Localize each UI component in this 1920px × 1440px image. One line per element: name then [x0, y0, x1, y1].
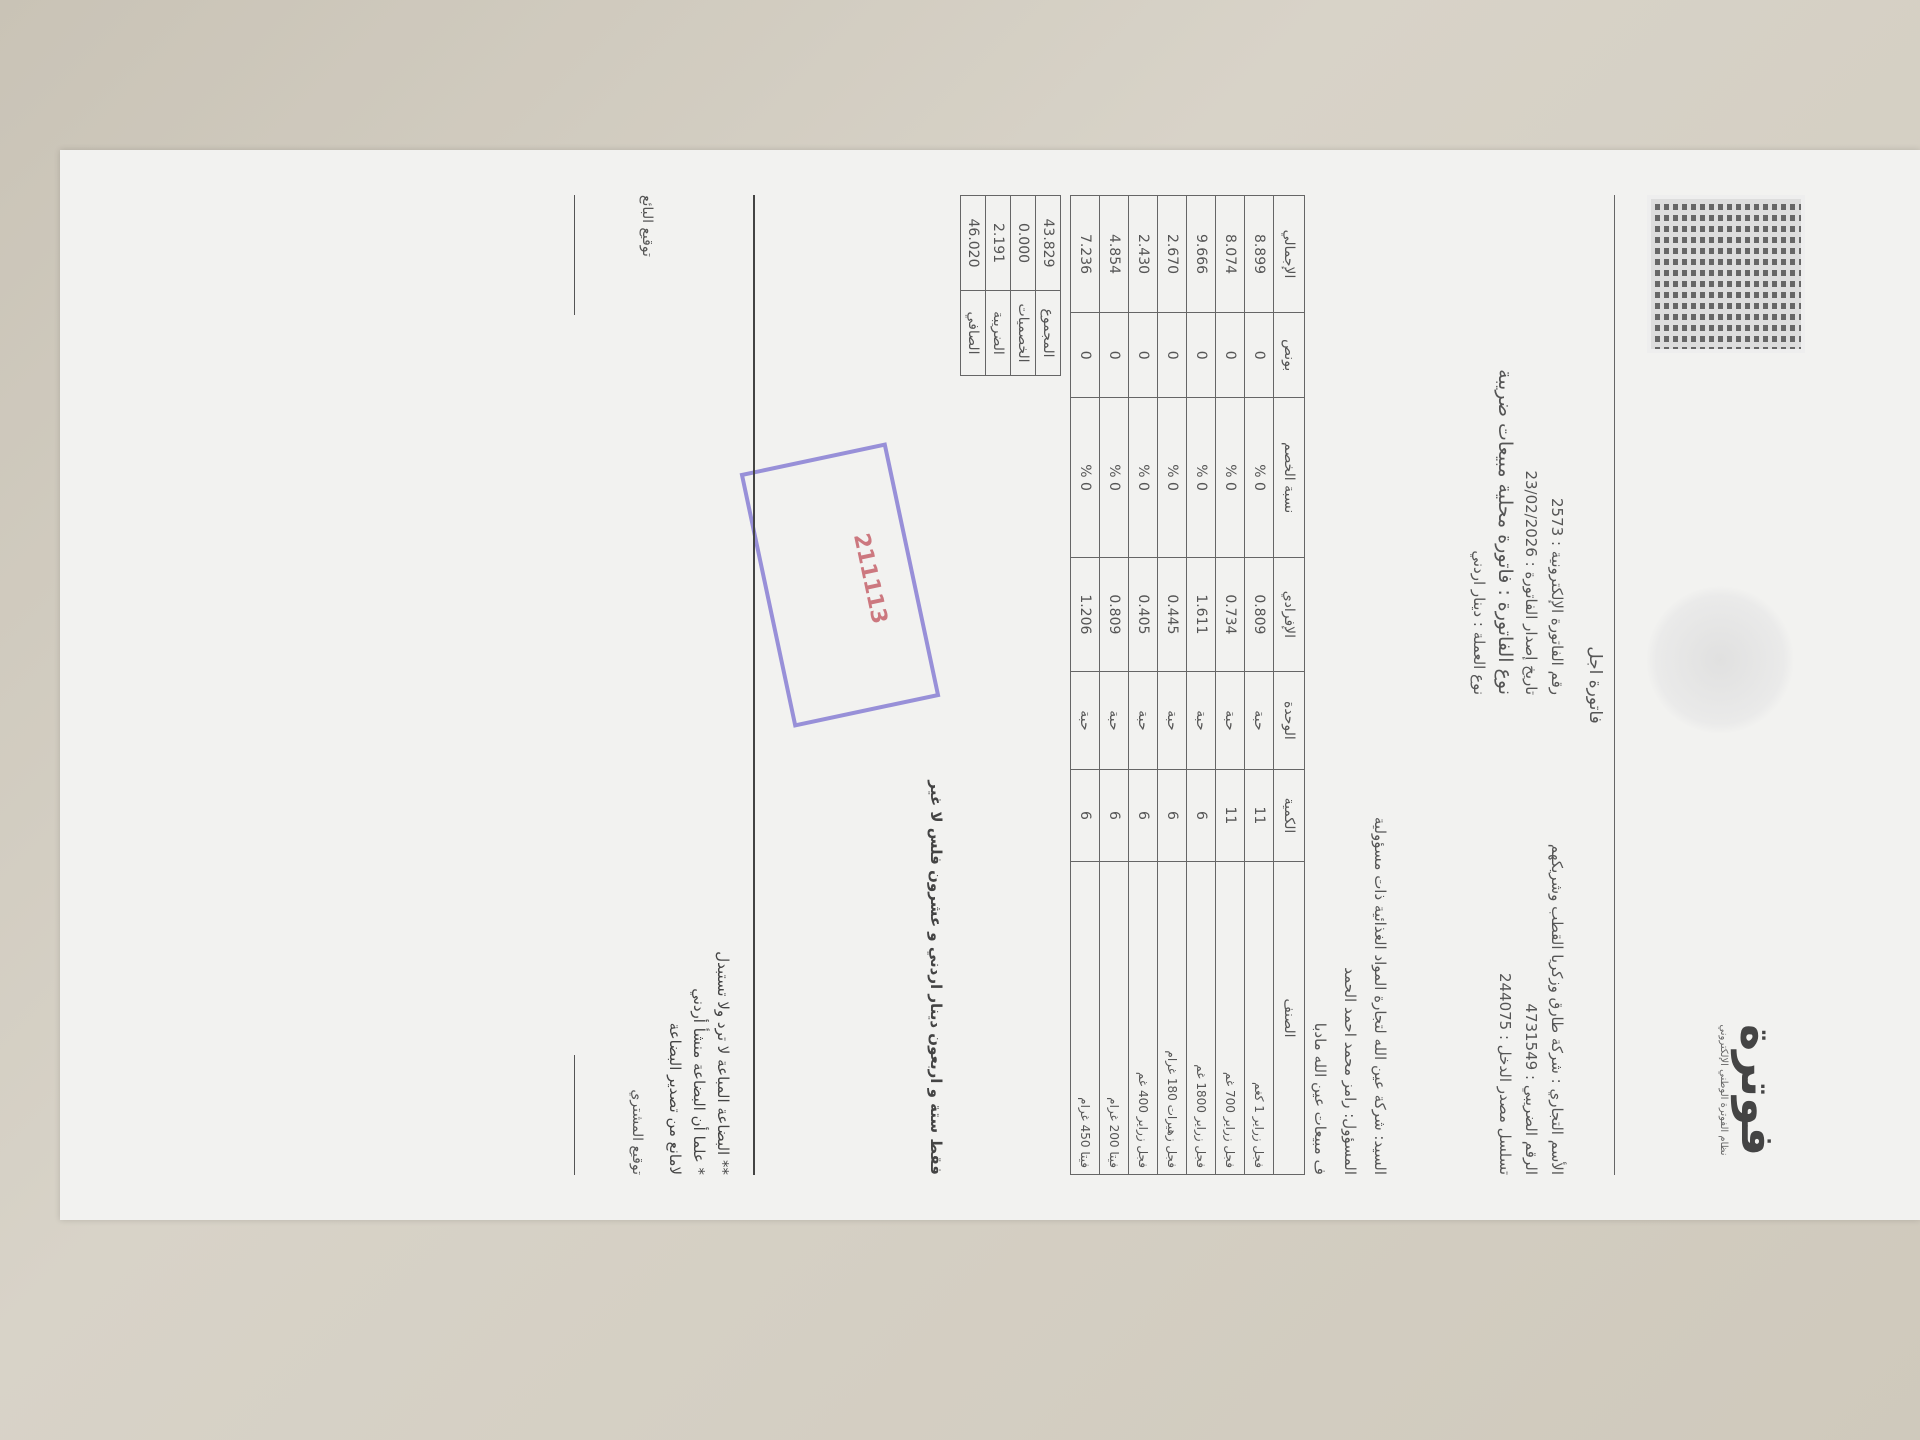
cell-unit: حبة	[1100, 671, 1129, 769]
cell-bonus: 0	[1187, 313, 1216, 398]
cell-price: 0.809	[1245, 557, 1274, 671]
cell-price: 1.611	[1187, 557, 1216, 671]
cell-qty: 6	[1158, 769, 1187, 861]
col-header-discount: نسبة الخصم	[1274, 398, 1305, 557]
table-header-row	[1274, 196, 1305, 1175]
items-table	[1070, 195, 1305, 1175]
buyer-signature-line	[574, 1055, 575, 1175]
cell-price: 0.809	[1100, 557, 1129, 671]
buyer-note: ف مبيعات عين الله مادبا	[1311, 1022, 1329, 1175]
buyer-responsible: المسؤول: رامز محمد احمد الحمد	[1341, 967, 1359, 1175]
logo-word: فوترة	[1731, 1023, 1785, 1156]
cell-unit: حبة	[1245, 671, 1274, 769]
cell-total: 8.074	[1216, 196, 1245, 313]
cell-discount: 0 %	[1071, 398, 1100, 557]
cell-unit: حبة	[1071, 671, 1100, 769]
stamp-number: 211113	[848, 531, 892, 627]
cell-discount: 0 %	[1158, 398, 1187, 557]
cell-total: 9.666	[1187, 196, 1216, 313]
cell-unit: حبة	[1129, 671, 1158, 769]
qr-code	[1647, 195, 1805, 353]
cell-bonus: 0	[1071, 313, 1100, 398]
totals-table	[960, 195, 1061, 376]
seller-trade-name: الأسم التجاري : شركة طارق وزكريا القطب وشريكهم	[1548, 843, 1566, 1175]
col-header-price: الإفرادي	[1274, 557, 1305, 671]
cell-item: فجل زهيرات 180 غرام	[1158, 862, 1187, 1175]
buyer-name: السيد: شركة عين الله لتجارة المواد الغذائية ذات مسؤولية	[1371, 816, 1389, 1175]
cell-bonus: 0	[1216, 313, 1245, 398]
seller-signature-line	[574, 195, 575, 315]
cell-total: 2.430	[1129, 196, 1158, 313]
header-divider	[1614, 195, 1615, 1175]
tax-label: الضريبة	[986, 291, 1011, 376]
col-header-item: الصنف	[1274, 862, 1305, 1175]
invoice-paper	[60, 150, 1920, 1220]
cell-qty: 11	[1245, 769, 1274, 861]
note-origin: * علما أن البضاعة منشأ أردني	[690, 988, 708, 1175]
seller-source-sequence: تسلسل مصدر الدخل : 244075	[1496, 972, 1514, 1175]
cell-discount: 0 %	[1216, 398, 1245, 557]
cell-qty: 6	[1071, 769, 1100, 861]
table-row	[1216, 196, 1245, 1175]
cell-bonus: 0	[1100, 313, 1129, 398]
amount-in-words: فقط ستة و اربعون دينار اردني و عشرون فلس لا غير	[927, 780, 945, 1175]
cell-item: فجل زراير 1 كغم	[1245, 862, 1274, 1175]
cell-qty: 6	[1100, 769, 1129, 861]
table-row	[1100, 196, 1129, 1175]
invoice-notes	[663, 951, 735, 1175]
cell-discount: 0 %	[1100, 398, 1129, 557]
cell-price: 0.445	[1158, 557, 1187, 671]
cell-item: فجل زراير 1800 غم	[1187, 862, 1216, 1175]
net-label: الصافي	[961, 291, 986, 376]
cell-qty: 6	[1129, 769, 1158, 861]
invoice-number: رقم الفاتورة الإلكترونية : 2573	[1548, 498, 1566, 695]
seller-info	[1492, 844, 1570, 1175]
cell-bonus: 0	[1158, 313, 1187, 398]
table-row	[1129, 196, 1158, 1175]
cell-discount: 0 %	[1245, 398, 1274, 557]
cell-discount: 0 %	[1187, 398, 1216, 557]
total-value: 43.829	[1036, 196, 1061, 291]
invoice-date: تاريخ إصدار الفاتورة : 23/02/2026	[1522, 470, 1540, 695]
logo-subtitle: نظام الفوترة الوطني الإلكتروني	[1718, 1024, 1729, 1156]
invoice-type: نوع الفاتورة : فاتورة محلية مبيعات ضريبة	[1494, 369, 1516, 695]
invoice-title: فاتورة اجل	[1585, 646, 1605, 724]
cell-price: 0.405	[1129, 557, 1158, 671]
watermark-logo	[1645, 585, 1795, 735]
table-row	[1187, 196, 1216, 1175]
totals-row-discounts	[1011, 196, 1036, 376]
totals-row-net	[961, 196, 986, 376]
discounts-label: الخصميات	[1011, 291, 1036, 376]
cell-unit: حبة	[1216, 671, 1245, 769]
tax-value: 2.191	[986, 196, 1011, 291]
total-label: المجموع	[1036, 291, 1061, 376]
company-stamp	[740, 442, 941, 728]
discounts-value: 0.000	[1011, 196, 1036, 291]
cell-qty: 11	[1216, 769, 1245, 861]
cell-total: 8.899	[1245, 196, 1274, 313]
table-row	[1245, 196, 1274, 1175]
col-header-total: الإجمالي	[1274, 196, 1305, 313]
cell-total: 4.854	[1100, 196, 1129, 313]
col-header-unit: الوحدة	[1274, 671, 1305, 769]
invoice-info	[1466, 369, 1570, 695]
net-value: 46.020	[961, 196, 986, 291]
table-row	[1071, 196, 1100, 1175]
cell-bonus: 0	[1129, 313, 1158, 398]
cell-unit: حبة	[1158, 671, 1187, 769]
seller-tax-number: الرقم الضريبي : 4731549	[1522, 1003, 1540, 1175]
note-export: لامانع من تصدير البضاعة	[666, 1022, 684, 1175]
footer-divider	[753, 195, 755, 1175]
buyer-signature-label: توقيع المشتري	[629, 1089, 645, 1175]
cell-bonus: 0	[1245, 313, 1274, 398]
cell-item: فيتا 200 غرام	[1100, 862, 1129, 1175]
cell-total: 2.670	[1158, 196, 1187, 313]
note-no-returns: ** البضاعة المباعة لا ترد ولا تستبدل	[714, 951, 732, 1175]
cell-total: 7.236	[1071, 196, 1100, 313]
totals-row-sum	[1036, 196, 1061, 376]
totals-row-tax	[986, 196, 1011, 376]
cell-item: فجل زراير 400 غم	[1129, 862, 1158, 1175]
buyer-info	[1305, 817, 1395, 1175]
cell-unit: حبة	[1187, 671, 1216, 769]
cell-item: فجل زراير 700 غم	[1216, 862, 1245, 1175]
table-row	[1158, 196, 1187, 1175]
col-header-qty: الكمية	[1274, 769, 1305, 861]
col-header-bonus: بونص	[1274, 313, 1305, 398]
cell-item: فيتا 450 غرام	[1071, 862, 1100, 1175]
fawtara-logo	[1718, 1005, 1785, 1175]
invoice-document	[115, 155, 1865, 1215]
seller-signature-label: توقيع البائع	[639, 195, 655, 257]
cell-qty: 6	[1187, 769, 1216, 861]
invoice-currency: نوع العملة : دينار اردني	[1470, 550, 1488, 695]
cell-price: 0.734	[1216, 557, 1245, 671]
cell-price: 1.206	[1071, 557, 1100, 671]
cell-discount: 0 %	[1129, 398, 1158, 557]
